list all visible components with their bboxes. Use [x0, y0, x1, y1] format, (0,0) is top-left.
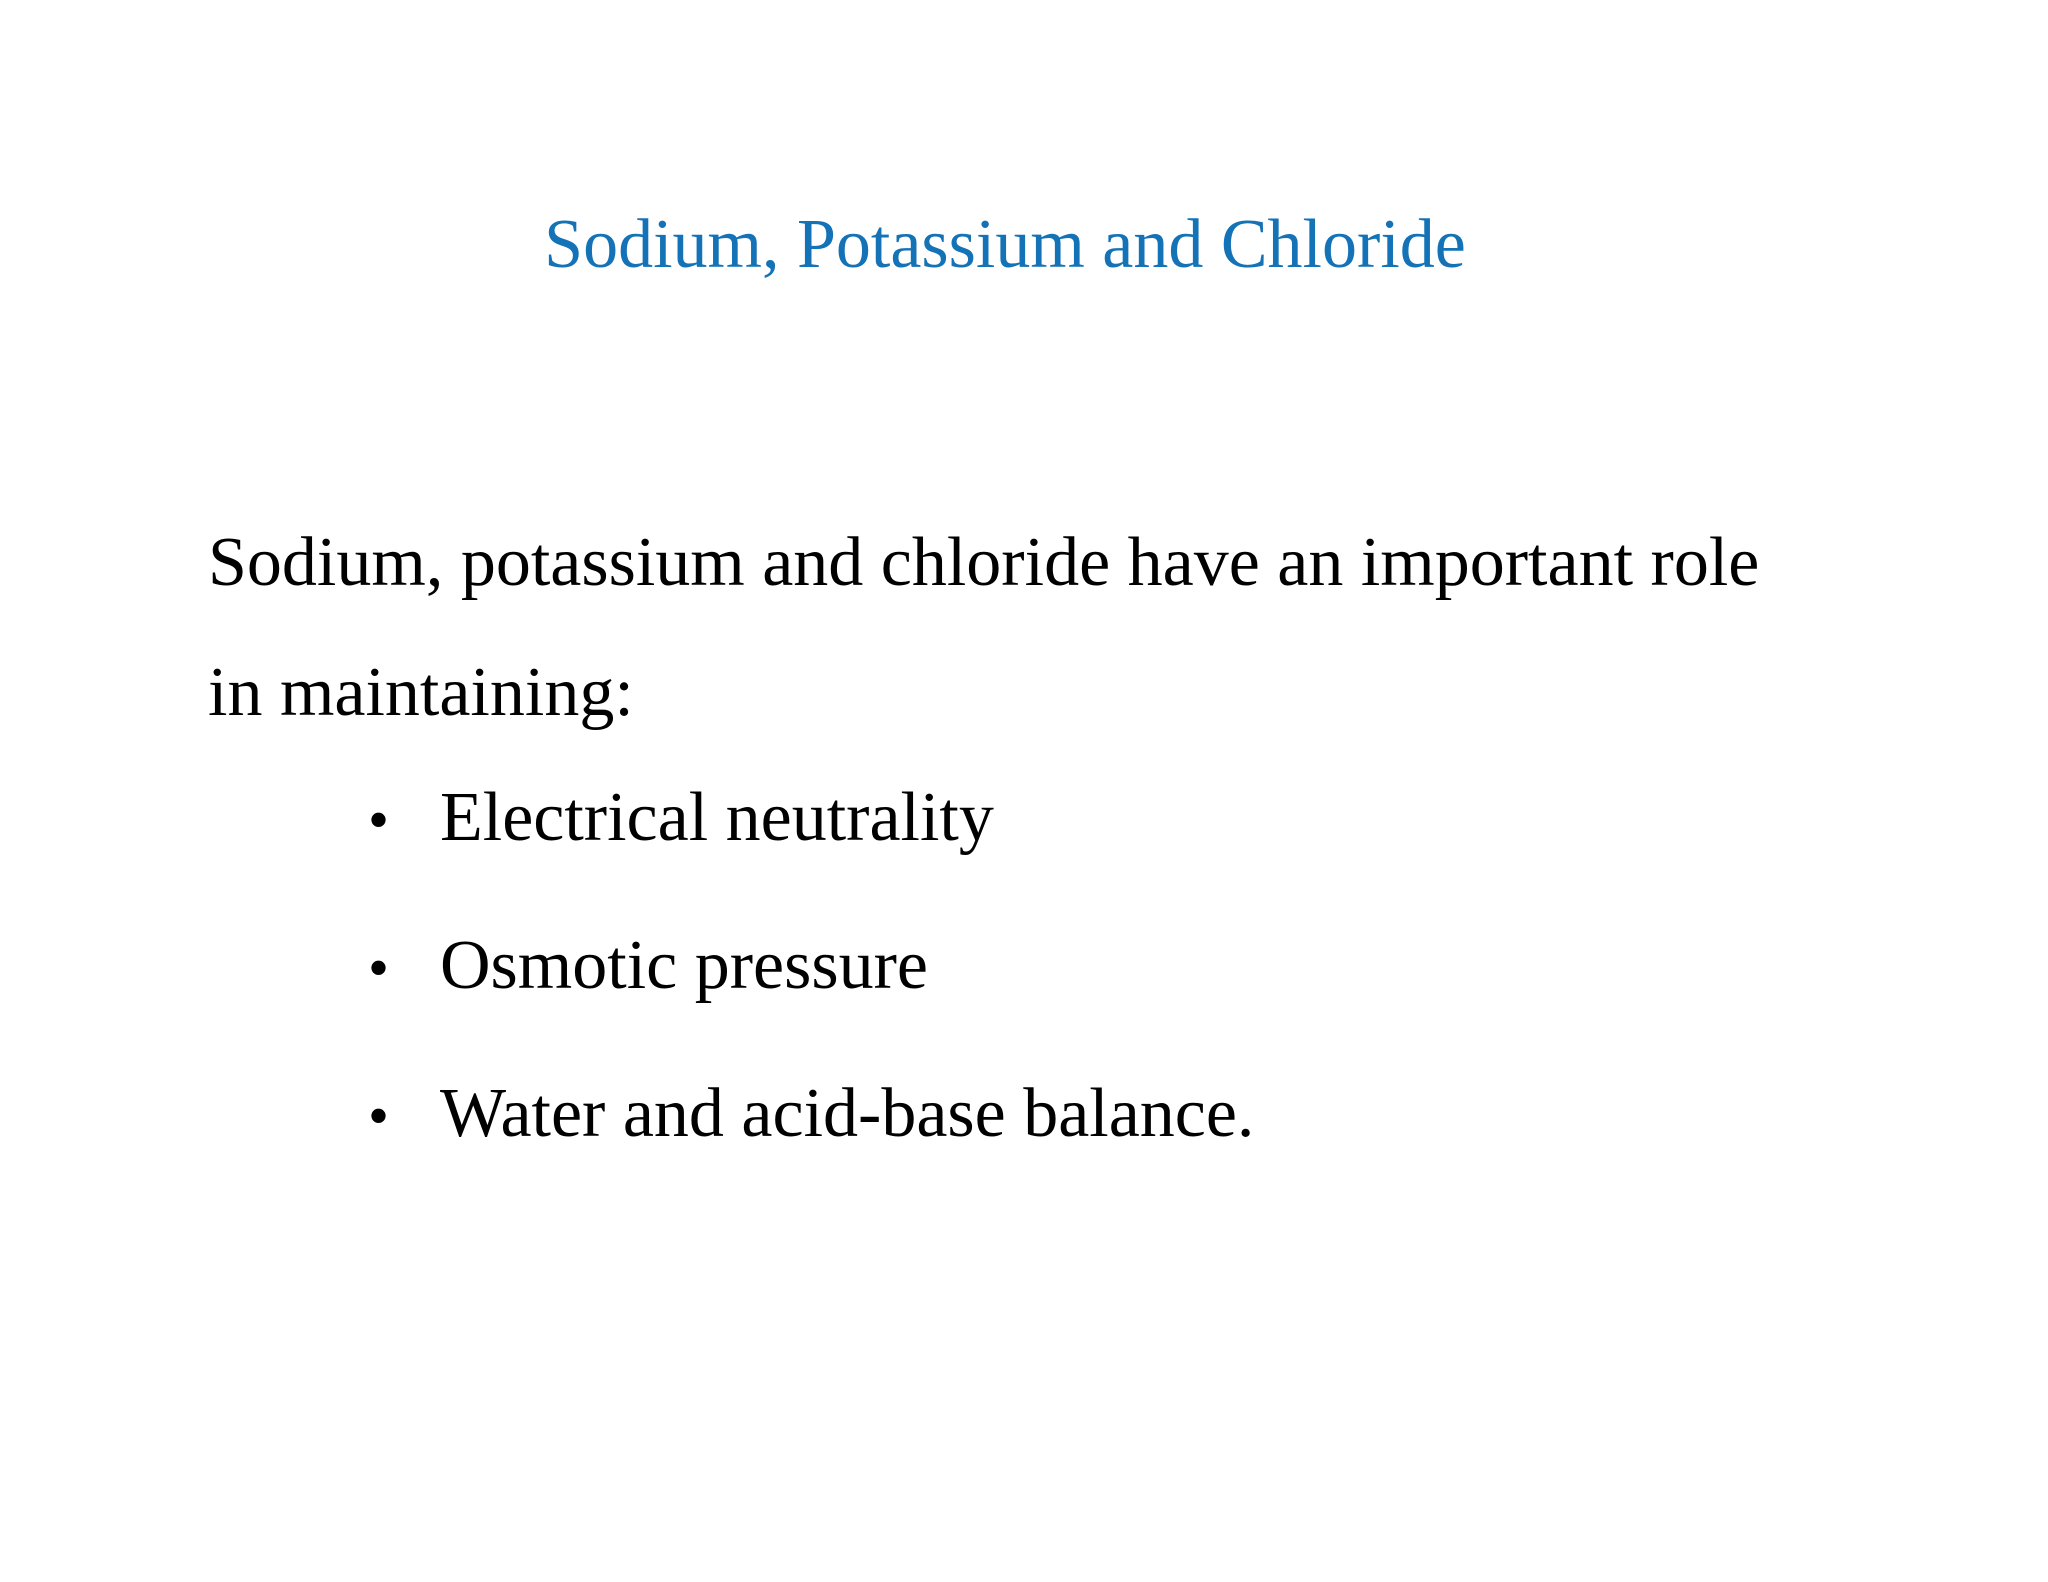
bullet-icon: • [368, 1083, 390, 1149]
list-item [368, 921, 1254, 1069]
bullet-list [368, 773, 1254, 1217]
bullet-text: Electrical neutrality [440, 779, 994, 856]
list-item [368, 773, 1254, 921]
slide-title: Sodium, Potassium and Chloride [544, 206, 1466, 283]
intro-paragraph [208, 498, 1908, 758]
intro-line: in maintaining: [208, 654, 634, 731]
bullet-icon: • [368, 935, 390, 1001]
list-item [368, 1069, 1254, 1217]
bullet-text: Osmotic pressure [440, 927, 928, 1004]
intro-line: Sodium, potassium and chloride have an important role [208, 524, 1760, 601]
bullet-text: Water and acid-base balance. [440, 1075, 1255, 1152]
bullet-icon: • [368, 787, 390, 853]
